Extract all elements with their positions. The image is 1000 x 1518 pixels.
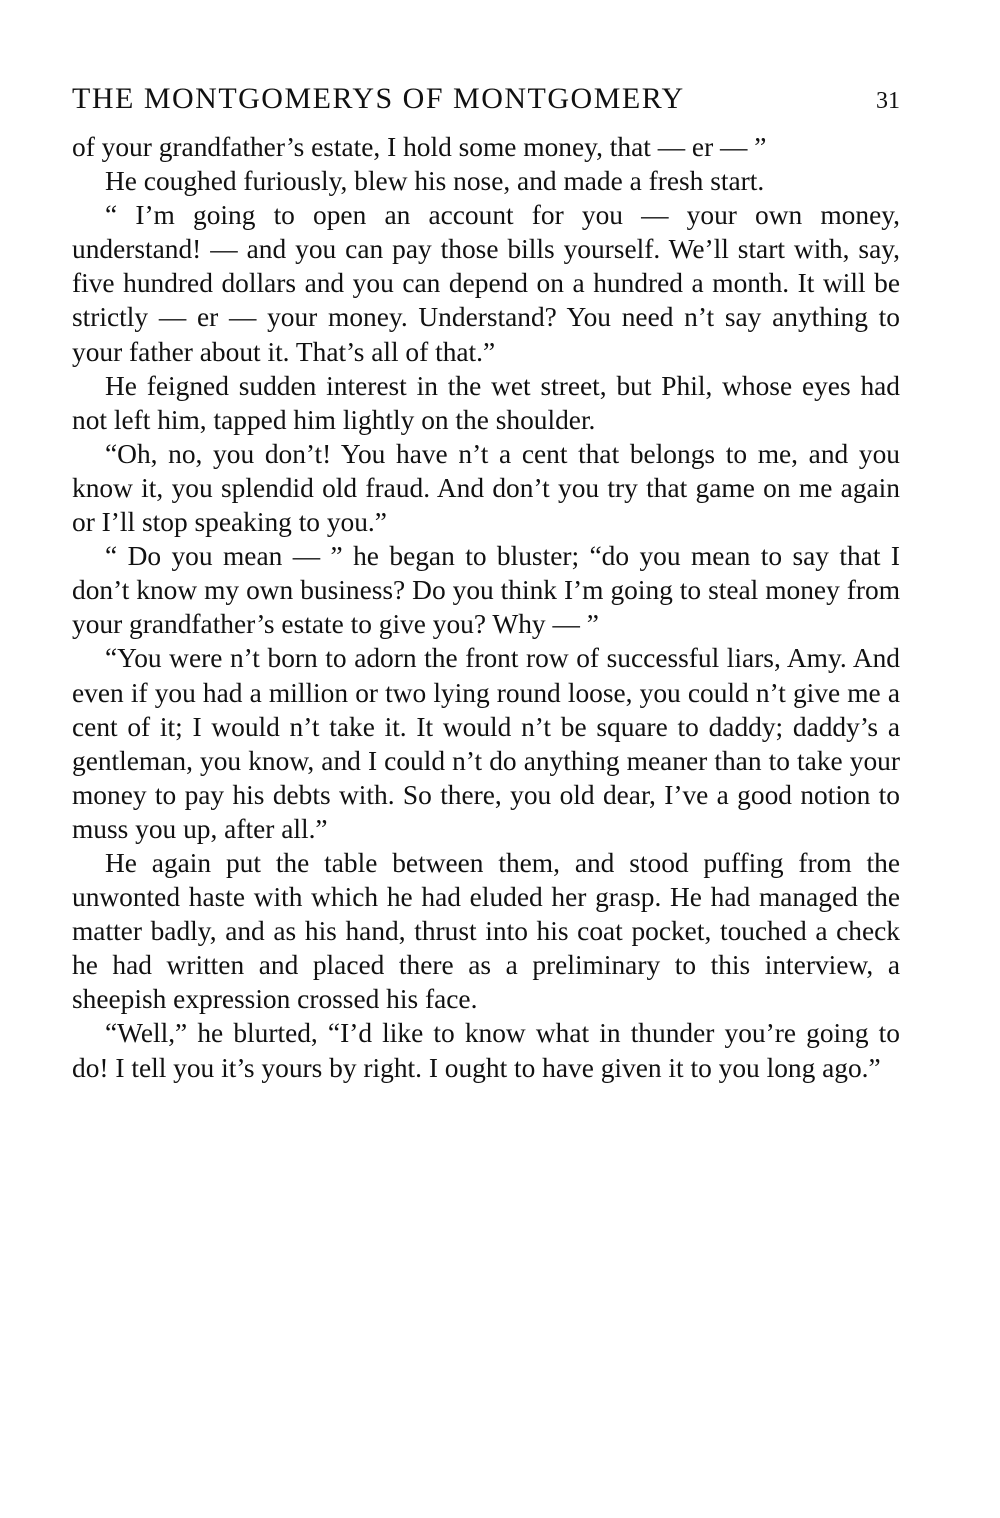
running-head xyxy=(72,82,900,124)
book-page xyxy=(72,82,900,1085)
running-head-title: THE MONTGOMERYS OF MONTGOMERY xyxy=(72,82,685,115)
paragraph: He coughed furiously, blew his nose, and made a fresh start. xyxy=(105,166,765,197)
paragraph: “Oh, no, you don’t! You have n’t a cent that belongs to me, and you know it, you splendid old fraud. And don’t you try that game on me again or I’ll stop speaking to you.” xyxy=(72,438,900,538)
paragraph: “Well,” he blurted, “I’d like to know what in thunder you’re going to do! I tell you it’s yours by right. I ought to have given it to you long ago.” xyxy=(72,1018,900,1083)
paragraph: He again put the table between them, and stood puffing from the unwonted haste with which he had eluded her grasp. He had managed the matter badly, and as his hand, thrust into his coat pocket, touched a check he had written and placed there as a preliminary to this interview, a sheepish expression crossed his face. xyxy=(72,847,900,1015)
page-number: 31 xyxy=(876,88,900,114)
page-body xyxy=(72,130,900,1085)
paragraph: He feigned sudden interest in the wet street, but Phil, whose eyes had not left him, tapped him lightly on the shoulder. xyxy=(72,370,900,435)
paragraph: “ I’m going to open an account for you — your own money, understand! — and you can pay those bills yourself. We’ll start with, say, five hundred dollars and you can depend on a hundred a month. It will be strictly — er — your money. Understand? You need n’t say anything to your father about it. That’s all of that.” xyxy=(72,200,900,367)
paragraph-continued: of your grandfather’s estate, I hold some money, that — er — ” xyxy=(72,132,767,162)
paragraph: “ Do you mean — ” he began to bluster; “do you mean to say that I don’t know my own business? Do you think I’m going to steal money from your grandfather’s estate to give you? Why — ” xyxy=(72,541,900,640)
paragraph: “You were n’t born to adorn the front row of successful liars, Amy. And even if you had a million or two lying round loose, you could n’t give me a cent of it; I would n’t take it. It would n’t be square to daddy; daddy’s a gentleman, you know, and I could n’t do anything meaner than to take your money to pay his debts with. So there, you old dear, I’ve a good notion to muss you up, after all.” xyxy=(72,643,900,844)
